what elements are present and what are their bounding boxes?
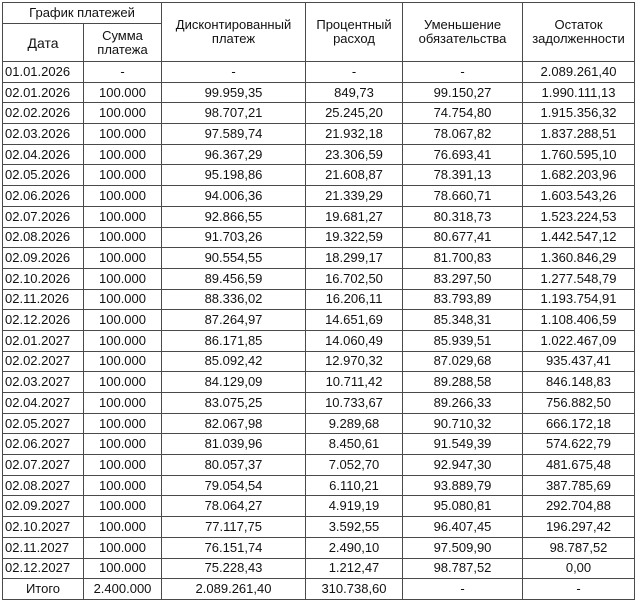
cell-interest: 10.733,67: [306, 393, 403, 414]
cell-balance: 1.193.754,91: [523, 289, 635, 310]
cell-balance: 98.787,52: [523, 537, 635, 558]
cell-decrease: 85.348,31: [403, 310, 523, 331]
cell-decrease: -: [403, 579, 523, 600]
table-row: [3, 62, 635, 83]
cell-interest: 1.212,47: [306, 558, 403, 579]
cell-discounted: 90.554,55: [162, 248, 306, 269]
cell-decrease: 90.710,32: [403, 413, 523, 434]
cell-balance: 846.148,83: [523, 372, 635, 393]
cell-discounted: 83.075,25: [162, 393, 306, 414]
cell-balance: 1.442.547,12: [523, 227, 635, 248]
header-discounted-payment: Дисконтированный платеж: [162, 3, 306, 62]
cell-interest: 10.711,42: [306, 372, 403, 393]
cell-balance: 1.760.595,10: [523, 144, 635, 165]
cell-balance: 574.622,79: [523, 434, 635, 455]
cell-discounted: 79.054,54: [162, 475, 306, 496]
cell-interest: 849,73: [306, 82, 403, 103]
cell-interest: 9.289,68: [306, 413, 403, 434]
cell-date: 02.01.2027: [3, 330, 84, 351]
cell-payment: 100.000: [84, 455, 162, 476]
table-row: [3, 455, 635, 476]
cell-decrease: 81.700,83: [403, 248, 523, 269]
cell-payment: 100.000: [84, 537, 162, 558]
cell-discounted: 84.129,09: [162, 372, 306, 393]
cell-date: 02.01.2026: [3, 82, 84, 103]
cell-payment: -: [84, 62, 162, 83]
cell-decrease: 78.660,71: [403, 186, 523, 207]
cell-payment: 100.000: [84, 165, 162, 186]
cell-decrease: 83.793,89: [403, 289, 523, 310]
cell-date: 02.05.2027: [3, 413, 84, 434]
cell-balance: 1.523.224,53: [523, 206, 635, 227]
cell-decrease: 74.754,80: [403, 103, 523, 124]
table-row: [3, 124, 635, 145]
table-row: [3, 82, 635, 103]
cell-date: 02.10.2026: [3, 268, 84, 289]
cell-interest: 14.651,69: [306, 310, 403, 331]
cell-discounted: 97.589,74: [162, 124, 306, 145]
cell-discounted: 76.151,74: [162, 537, 306, 558]
cell-interest: 23.306,59: [306, 144, 403, 165]
cell-decrease: 87.029,68: [403, 351, 523, 372]
cell-discounted: 92.866,55: [162, 206, 306, 227]
cell-discounted: 2.089.261,40: [162, 579, 306, 600]
cell-balance: 935.437,41: [523, 351, 635, 372]
cell-interest: 12.970,32: [306, 351, 403, 372]
cell-payment: 100.000: [84, 330, 162, 351]
cell-interest: 16.702,50: [306, 268, 403, 289]
cell-balance: -: [523, 579, 635, 600]
cell-interest: 21.339,29: [306, 186, 403, 207]
cell-discounted: 77.117,75: [162, 517, 306, 538]
cell-decrease: 83.297,50: [403, 268, 523, 289]
cell-balance: 1.915.356,32: [523, 103, 635, 124]
cell-balance: 1.990.111,13: [523, 82, 635, 103]
cell-payment: 100.000: [84, 82, 162, 103]
cell-interest: 7.052,70: [306, 455, 403, 476]
table-row: [3, 103, 635, 124]
cell-date: 02.07.2027: [3, 455, 84, 476]
cell-interest: 14.060,49: [306, 330, 403, 351]
cell-decrease: 80.677,41: [403, 227, 523, 248]
cell-payment: 100.000: [84, 496, 162, 517]
cell-discounted: 85.092,42: [162, 351, 306, 372]
table-row: [3, 537, 635, 558]
cell-date: Итого: [3, 579, 84, 600]
table-row: [3, 227, 635, 248]
cell-discounted: 87.264,97: [162, 310, 306, 331]
cell-interest: 6.110,21: [306, 475, 403, 496]
cell-balance: 1.360.846,29: [523, 248, 635, 269]
header-liability-decrease: Уменьшение обязательства: [403, 3, 523, 62]
cell-payment: 100.000: [84, 103, 162, 124]
table-row: [3, 248, 635, 269]
cell-interest: 18.299,17: [306, 248, 403, 269]
cell-date: 02.08.2026: [3, 227, 84, 248]
cell-discounted: 95.198,86: [162, 165, 306, 186]
header-payment-amount: Сумма платежа: [84, 24, 162, 62]
cell-payment: 100.000: [84, 144, 162, 165]
cell-payment: 100.000: [84, 248, 162, 269]
cell-interest: 19.681,27: [306, 206, 403, 227]
table-row: [3, 206, 635, 227]
table-row: [3, 268, 635, 289]
cell-discounted: 91.703,26: [162, 227, 306, 248]
cell-payment: 2.400.000: [84, 579, 162, 600]
header-payment-schedule: График платежей: [3, 3, 162, 24]
cell-date: 02.12.2026: [3, 310, 84, 331]
cell-date: 02.11.2026: [3, 289, 84, 310]
cell-discounted: 86.171,85: [162, 330, 306, 351]
table-body: [3, 62, 635, 600]
cell-decrease: 98.787,52: [403, 558, 523, 579]
cell-balance: 1.108.406,59: [523, 310, 635, 331]
header-interest-expense: Процентный расход: [306, 3, 403, 62]
cell-date: 02.02.2027: [3, 351, 84, 372]
table-row: [3, 186, 635, 207]
table-row: [3, 434, 635, 455]
cell-date: 02.06.2027: [3, 434, 84, 455]
cell-interest: 19.322,59: [306, 227, 403, 248]
cell-payment: 100.000: [84, 434, 162, 455]
cell-discounted: 75.228,43: [162, 558, 306, 579]
cell-interest: 8.450,61: [306, 434, 403, 455]
cell-interest: 3.592,55: [306, 517, 403, 538]
table-row: [3, 310, 635, 331]
cell-interest: -: [306, 62, 403, 83]
cell-date: 01.01.2026: [3, 62, 84, 83]
table-row: [3, 144, 635, 165]
cell-balance: 387.785,69: [523, 475, 635, 496]
table-row: [3, 393, 635, 414]
cell-decrease: 93.889,79: [403, 475, 523, 496]
cell-decrease: 92.947,30: [403, 455, 523, 476]
cell-payment: 100.000: [84, 413, 162, 434]
cell-payment: 100.000: [84, 268, 162, 289]
cell-balance: 756.882,50: [523, 393, 635, 414]
cell-decrease: 97.509,90: [403, 537, 523, 558]
cell-date: 02.10.2027: [3, 517, 84, 538]
cell-interest: 21.608,87: [306, 165, 403, 186]
cell-date: 02.08.2027: [3, 475, 84, 496]
header-outstanding-balance: Остаток задолженности: [523, 3, 635, 62]
cell-payment: 100.000: [84, 124, 162, 145]
cell-date: 02.02.2026: [3, 103, 84, 124]
cell-discounted: 78.064,27: [162, 496, 306, 517]
cell-discounted: 81.039,96: [162, 434, 306, 455]
cell-decrease: 76.693,41: [403, 144, 523, 165]
table-row: [3, 165, 635, 186]
total-row: [3, 579, 635, 600]
cell-payment: 100.000: [84, 558, 162, 579]
table-row: [3, 289, 635, 310]
cell-decrease: -: [403, 62, 523, 83]
cell-discounted: 82.067,98: [162, 413, 306, 434]
cell-balance: 1.682.203,96: [523, 165, 635, 186]
cell-balance: 1.277.548,79: [523, 268, 635, 289]
cell-date: 02.05.2026: [3, 165, 84, 186]
table-row: [3, 330, 635, 351]
cell-balance: 1.022.467,09: [523, 330, 635, 351]
cell-balance: 1.837.288,51: [523, 124, 635, 145]
cell-discounted: 99.959,35: [162, 82, 306, 103]
cell-discounted: 89.456,59: [162, 268, 306, 289]
cell-payment: 100.000: [84, 393, 162, 414]
cell-date: 02.06.2026: [3, 186, 84, 207]
cell-date: 02.11.2027: [3, 537, 84, 558]
cell-payment: 100.000: [84, 227, 162, 248]
cell-decrease: 95.080,81: [403, 496, 523, 517]
cell-payment: 100.000: [84, 310, 162, 331]
cell-date: 02.09.2026: [3, 248, 84, 269]
cell-balance: 0,00: [523, 558, 635, 579]
cell-interest: 16.206,11: [306, 289, 403, 310]
cell-discounted: 98.707,21: [162, 103, 306, 124]
cell-date: 02.12.2027: [3, 558, 84, 579]
table-row: [3, 351, 635, 372]
table-row: [3, 517, 635, 538]
cell-discounted: 80.057,37: [162, 455, 306, 476]
cell-decrease: 96.407,45: [403, 517, 523, 538]
cell-decrease: 78.391,13: [403, 165, 523, 186]
cell-discounted: -: [162, 62, 306, 83]
header-date: Дата: [3, 24, 84, 62]
cell-decrease: 89.288,58: [403, 372, 523, 393]
table-row: [3, 372, 635, 393]
cell-payment: 100.000: [84, 517, 162, 538]
cell-balance: 1.603.543,26: [523, 186, 635, 207]
cell-payment: 100.000: [84, 186, 162, 207]
cell-date: 02.07.2026: [3, 206, 84, 227]
cell-discounted: 96.367,29: [162, 144, 306, 165]
cell-payment: 100.000: [84, 475, 162, 496]
cell-date: 02.04.2027: [3, 393, 84, 414]
cell-interest: 25.245,20: [306, 103, 403, 124]
cell-interest: 310.738,60: [306, 579, 403, 600]
cell-interest: 2.490,10: [306, 537, 403, 558]
payment-schedule-table: [2, 2, 635, 600]
cell-decrease: 99.150,27: [403, 82, 523, 103]
cell-decrease: 85.939,51: [403, 330, 523, 351]
cell-payment: 100.000: [84, 289, 162, 310]
cell-interest: 4.919,19: [306, 496, 403, 517]
cell-balance: 666.172,18: [523, 413, 635, 434]
cell-date: 02.03.2026: [3, 124, 84, 145]
cell-date: 02.04.2026: [3, 144, 84, 165]
cell-date: 02.09.2027: [3, 496, 84, 517]
cell-decrease: 89.266,33: [403, 393, 523, 414]
table-row: [3, 496, 635, 517]
cell-payment: 100.000: [84, 206, 162, 227]
cell-discounted: 94.006,36: [162, 186, 306, 207]
cell-balance: 196.297,42: [523, 517, 635, 538]
cell-date: 02.03.2027: [3, 372, 84, 393]
cell-decrease: 80.318,73: [403, 206, 523, 227]
cell-payment: 100.000: [84, 351, 162, 372]
cell-decrease: 78.067,82: [403, 124, 523, 145]
table-row: [3, 413, 635, 434]
cell-balance: 481.675,48: [523, 455, 635, 476]
table-row: [3, 558, 635, 579]
cell-decrease: 91.549,39: [403, 434, 523, 455]
cell-discounted: 88.336,02: [162, 289, 306, 310]
table-row: [3, 475, 635, 496]
cell-balance: 292.704,88: [523, 496, 635, 517]
cell-balance: 2.089.261,40: [523, 62, 635, 83]
cell-interest: 21.932,18: [306, 124, 403, 145]
cell-payment: 100.000: [84, 372, 162, 393]
